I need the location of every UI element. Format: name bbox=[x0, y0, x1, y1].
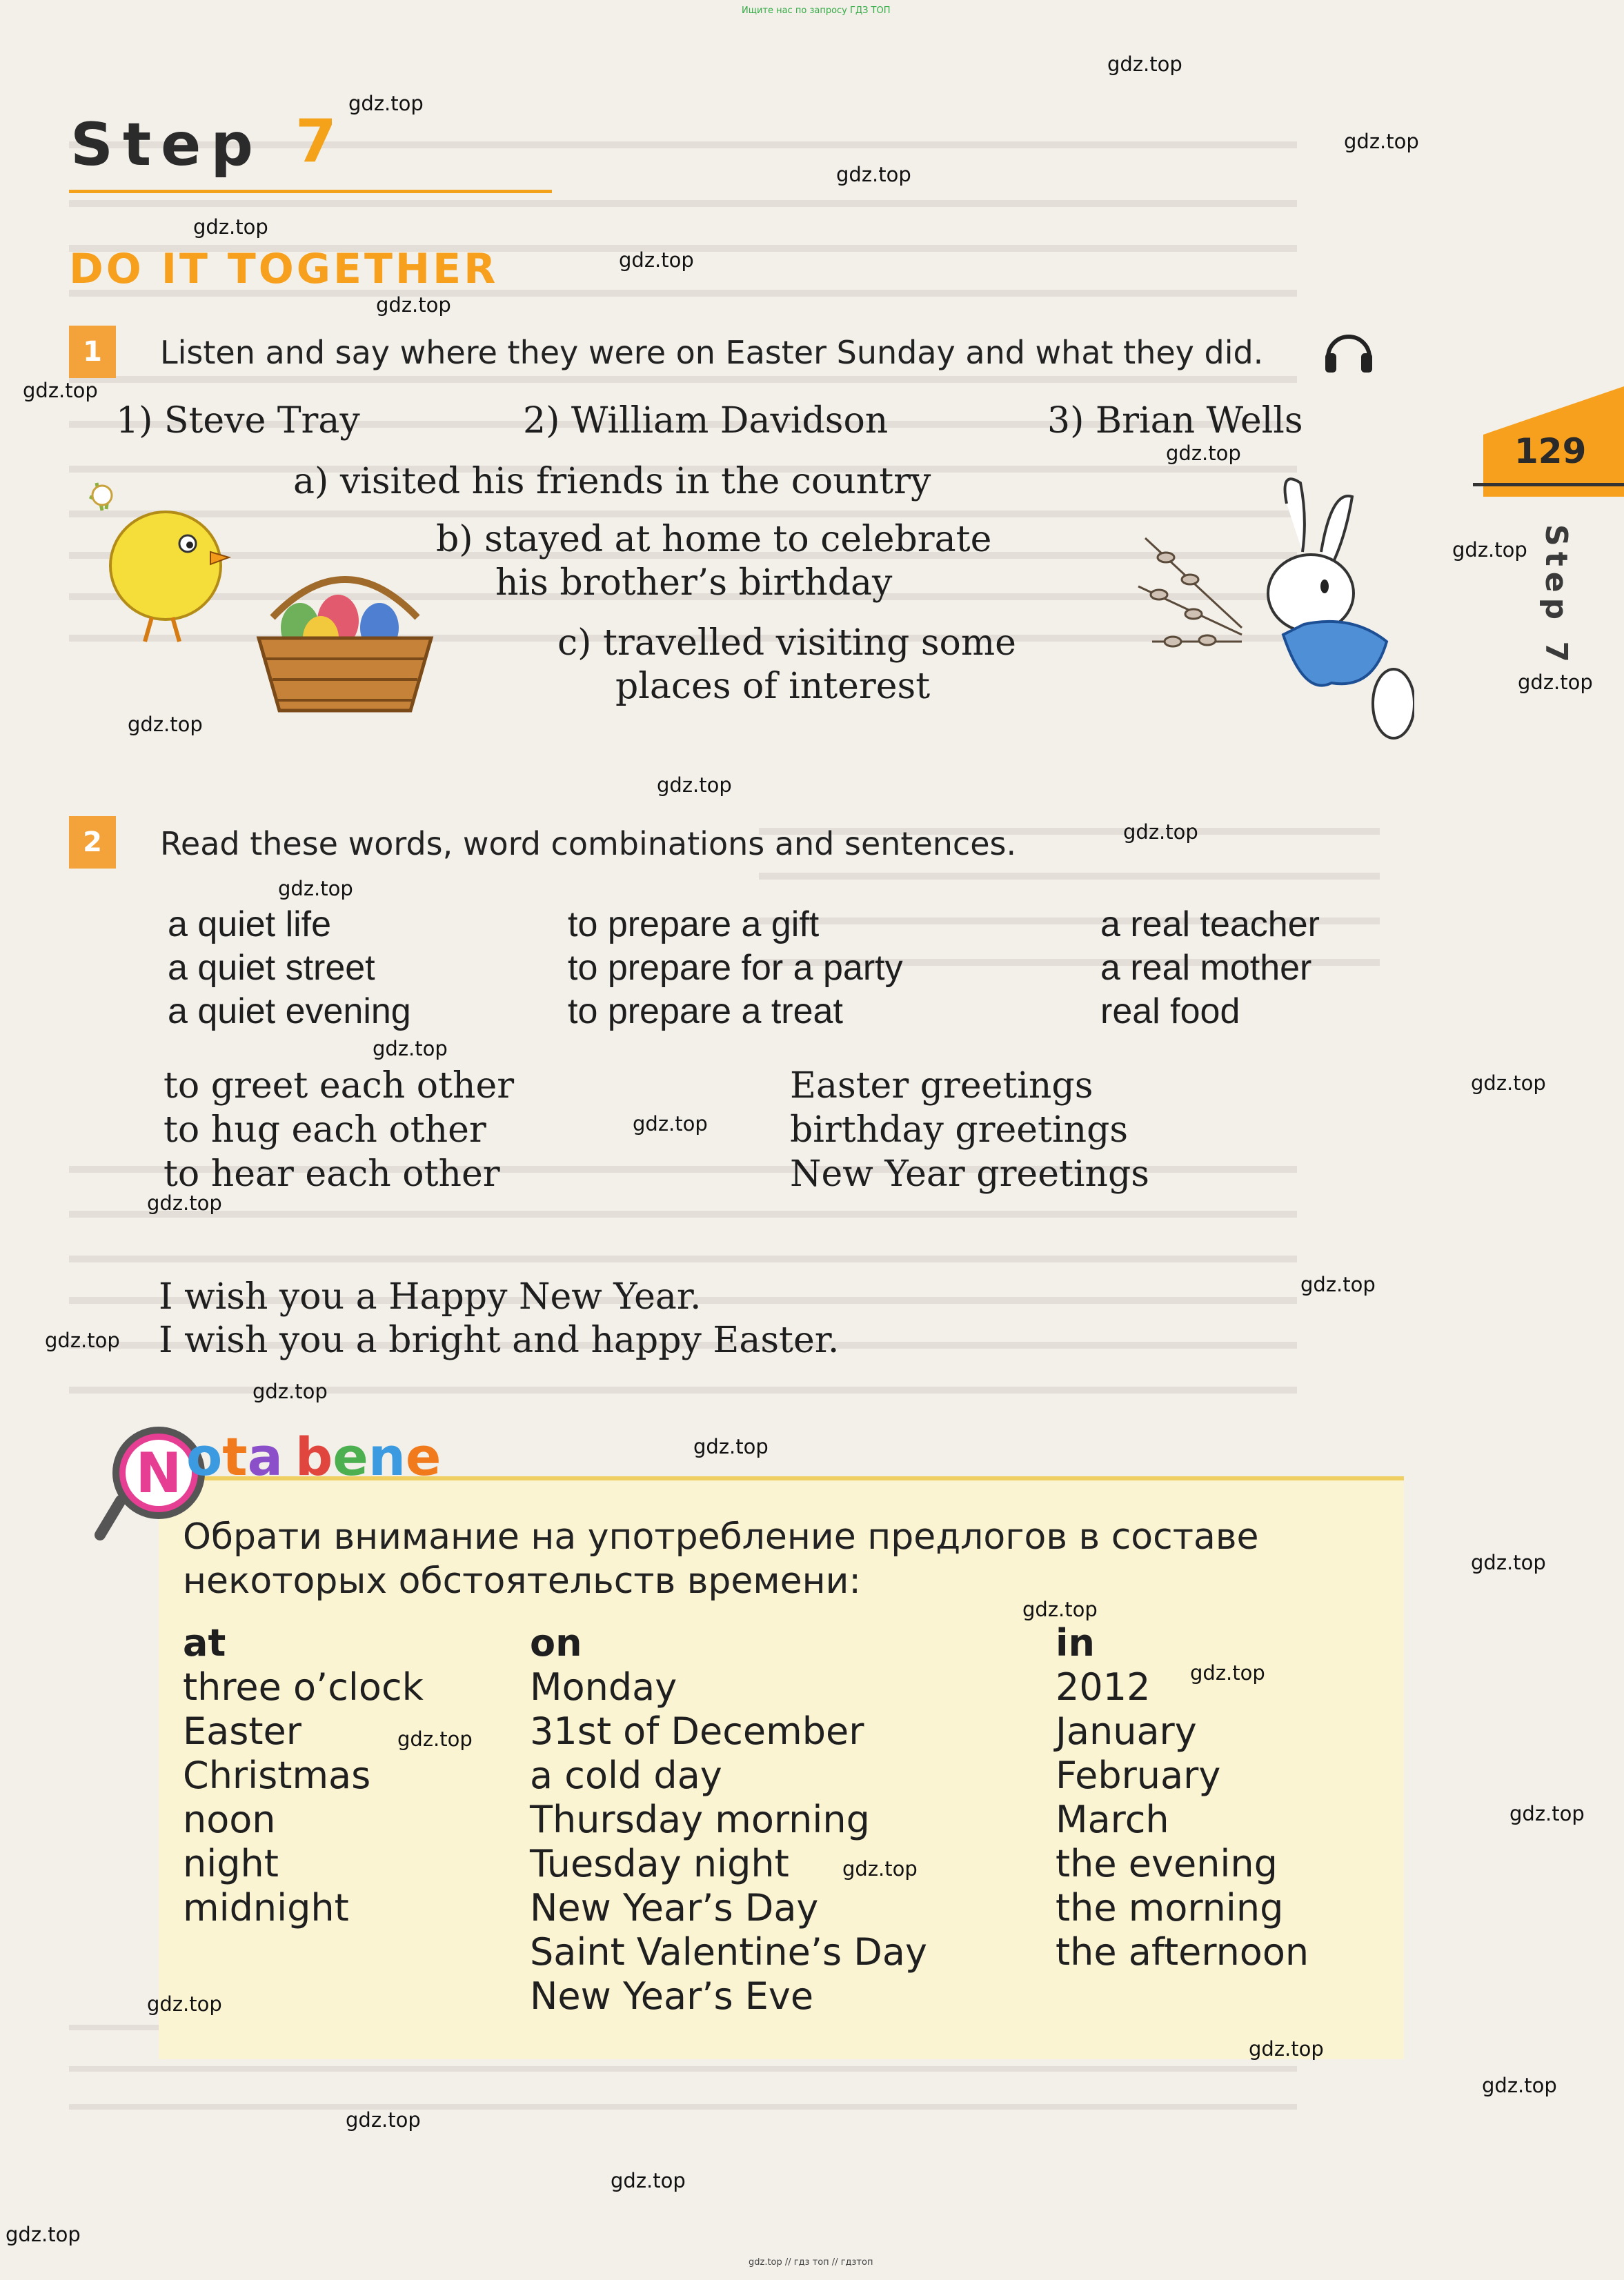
watermark: gdz.top bbox=[1123, 820, 1198, 844]
ex2-col3-item: real food bbox=[1100, 991, 1240, 1031]
watermark: gdz.top bbox=[6, 2223, 81, 2246]
watermark: gdz.top bbox=[1300, 1273, 1376, 1296]
ex1-option-c: c) travelled visiting some bbox=[557, 622, 1016, 664]
nota-bene-logo bbox=[186, 1421, 462, 1483]
at-item: Easter bbox=[183, 1709, 301, 1753]
step-underline bbox=[69, 190, 552, 193]
watermark: gdz.top bbox=[1190, 1661, 1265, 1685]
on-item: Monday bbox=[530, 1665, 677, 1709]
nota-bene-col-at bbox=[183, 1621, 424, 1930]
watermark: gdz.top bbox=[611, 2169, 686, 2192]
at-item: three o’clock bbox=[183, 1665, 424, 1709]
watermark: gdz.top bbox=[45, 1329, 120, 1352]
at-item: night bbox=[183, 1842, 279, 1885]
ex2-col1-item: a quiet life bbox=[168, 904, 332, 944]
watermark: gdz.top bbox=[1249, 2037, 1324, 2061]
page-number-rule bbox=[1473, 483, 1624, 486]
watermark: gdz.top bbox=[1022, 1598, 1098, 1621]
col-at-header: at bbox=[183, 1621, 226, 1665]
watermark: gdz.top bbox=[128, 713, 203, 736]
watermark: gdz.top bbox=[23, 379, 98, 402]
nota-bene-intro: Обрати внимание на употребление предлогов в составе bbox=[183, 1516, 1259, 1558]
ex2-sentence: I wish you a bright and happy Easter. bbox=[159, 1320, 840, 1361]
step-word: Step bbox=[70, 110, 263, 179]
exercise-2-badge: 2 bbox=[69, 816, 116, 869]
ex1-name-2: 2) William Davidson bbox=[523, 400, 889, 442]
on-item: New Year’s Eve bbox=[530, 1974, 814, 2018]
ex2-col2-item: to prepare a treat bbox=[568, 991, 843, 1031]
headphones-icon[interactable] bbox=[1321, 323, 1376, 378]
ex2-col5-item: New Year greetings bbox=[790, 1153, 1149, 1195]
col-on-header: on bbox=[530, 1621, 582, 1665]
watermark: gdz.top bbox=[657, 773, 732, 797]
in-item: the evening bbox=[1056, 1842, 1278, 1885]
exercise-1-badge: 1 bbox=[69, 326, 116, 378]
watermark: gdz.top bbox=[693, 1435, 769, 1458]
watermark: gdz.top bbox=[836, 163, 911, 186]
section-title: DO IT TOGETHER bbox=[69, 245, 499, 293]
watermark: gdz.top bbox=[1452, 538, 1527, 562]
watermark: gdz.top bbox=[1471, 1071, 1546, 1095]
svg-text:N: N bbox=[135, 1441, 182, 1505]
ex2-col5-item: birthday greetings bbox=[790, 1109, 1129, 1151]
watermark: gdz.top bbox=[348, 92, 424, 115]
ex2-col1-item: a quiet street bbox=[168, 948, 375, 988]
watermark: gdz.top bbox=[1518, 671, 1593, 694]
watermark: gdz.top bbox=[1107, 52, 1182, 76]
watermark: gdz.top bbox=[147, 1191, 222, 1215]
in-item: March bbox=[1056, 1798, 1169, 1841]
watermark: gdz.top bbox=[842, 1857, 918, 1881]
ex2-col1-item: a quiet evening bbox=[168, 991, 411, 1031]
watermark: gdz.top bbox=[252, 1380, 328, 1403]
ex2-col2-item: to prepare for a party bbox=[568, 948, 903, 988]
in-item: the afternoon bbox=[1056, 1930, 1309, 1974]
exercise-1-instruction: Listen and say where they were on Easter Sunday and what they did. bbox=[160, 334, 1264, 371]
watermark: gdz.top bbox=[1344, 130, 1419, 153]
watermark: gdz.top bbox=[619, 248, 694, 272]
ex2-col5-item: Easter greetings bbox=[790, 1065, 1093, 1107]
at-item: noon bbox=[183, 1798, 276, 1841]
ex2-col4-item: to hear each other bbox=[164, 1153, 500, 1195]
in-item: the morning bbox=[1056, 1886, 1284, 1930]
on-item: Tuesday night bbox=[530, 1842, 789, 1885]
ex2-sentence: I wish you a Happy New Year. bbox=[159, 1276, 702, 1318]
page-number: 129 bbox=[1514, 431, 1587, 471]
ex2-col4-item: to greet each other bbox=[164, 1065, 515, 1107]
side-step-label: Step 7 bbox=[1538, 524, 1574, 668]
step-number: 7 bbox=[295, 107, 337, 176]
watermark: gdz.top bbox=[193, 215, 268, 239]
nota-bene-col-in bbox=[1056, 1621, 1309, 1974]
ex1-name-3: 3) Brian Wells bbox=[1047, 400, 1303, 442]
on-item: Thursday morning bbox=[530, 1798, 870, 1841]
ex1-option-b: b) stayed at home to celebrate bbox=[436, 519, 992, 560]
nota-bene-intro-cont: некоторых обстоятельств времени: bbox=[183, 1560, 861, 1602]
ex2-col4-item: to hug each other bbox=[164, 1109, 486, 1151]
ex1-option-b-cont: his brother’s birthday bbox=[495, 562, 893, 604]
watermark: gdz.top bbox=[373, 1037, 448, 1060]
in-item: January bbox=[1056, 1709, 1197, 1753]
watermark: gdz.top bbox=[1482, 2074, 1557, 2097]
watermark: gdz.top bbox=[633, 1112, 708, 1136]
ex2-col3-item: a real mother bbox=[1100, 948, 1312, 988]
ex2-col3-item: a real teacher bbox=[1100, 904, 1320, 944]
watermark: gdz.top bbox=[1471, 1551, 1546, 1574]
at-item: midnight bbox=[183, 1886, 349, 1930]
in-item: February bbox=[1056, 1754, 1221, 1797]
chick-illustration bbox=[69, 469, 235, 648]
on-item: a cold day bbox=[530, 1754, 722, 1797]
nota-bene-col-on bbox=[530, 1621, 927, 2019]
watermark: gdz.top bbox=[1166, 442, 1241, 465]
bottom-banner: gdz.top // гдз топ // гдзтоп bbox=[749, 2257, 873, 2268]
at-item: Christmas bbox=[183, 1754, 371, 1797]
in-item: 2012 bbox=[1056, 1665, 1151, 1709]
on-item: New Year’s Day bbox=[530, 1886, 819, 1930]
ex1-name-1: 1) Steve Tray bbox=[116, 400, 360, 442]
exercise-2-instruction: Read these words, word combinations and sentences. bbox=[160, 825, 1017, 862]
col-in-header: in bbox=[1056, 1621, 1095, 1665]
on-item: Saint Valentine’s Day bbox=[530, 1930, 927, 1974]
watermark: gdz.top bbox=[376, 293, 451, 317]
watermark: gdz.top bbox=[397, 1727, 473, 1751]
watermark: gdz.top bbox=[278, 877, 353, 900]
bunny-illustration bbox=[1125, 476, 1414, 745]
watermark: gdz.top bbox=[346, 2108, 421, 2132]
watermark: gdz.top bbox=[1509, 1802, 1585, 1825]
watermark: gdz.top bbox=[147, 1992, 222, 2016]
on-item: 31st of December bbox=[530, 1709, 864, 1753]
ex1-option-a: a) visited his friends in the country bbox=[293, 461, 931, 502]
easter-basket-illustration bbox=[245, 562, 445, 721]
ex1-option-c-cont: places of interest bbox=[615, 666, 931, 707]
svg-text:otabene: ota bene bbox=[186, 1426, 442, 1483]
top-banner: Ищите нас по запросу ГДЗ ТОП bbox=[742, 6, 891, 16]
ex2-col2-item: to prepare a gift bbox=[568, 904, 820, 944]
